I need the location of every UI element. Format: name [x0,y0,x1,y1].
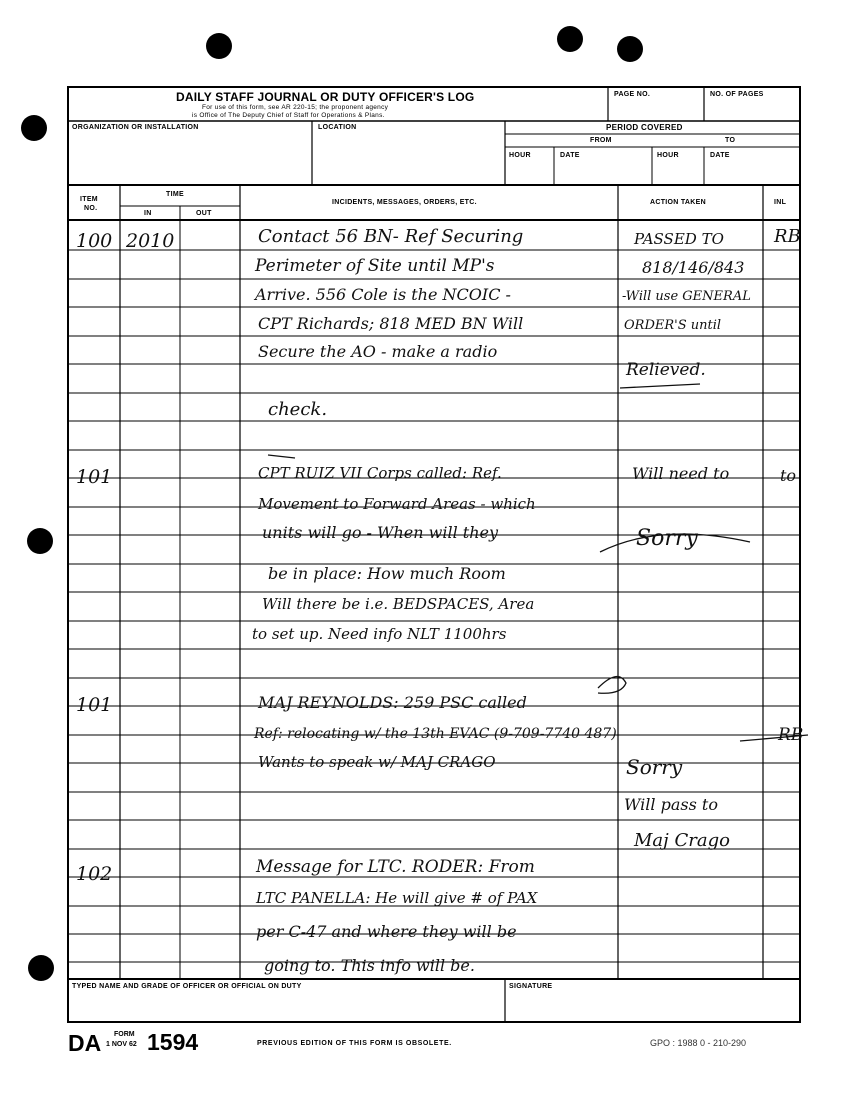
from-date-label: DATE [560,152,580,159]
form-number: 1594 [147,1029,199,1055]
entry-2-action-1: Will need to [632,464,730,483]
from-hour-label: HOUR [509,152,531,159]
entry-2-line-5: Will there be i.e. BEDSPACES, Area [262,595,535,613]
inl-label: INL [774,199,787,206]
entry-4-item: 102 [76,863,113,885]
incidents-label: INCIDENTS, MESSAGES, ORDERS, ETC. [332,199,477,206]
entry-3-line-3: Wants to speak w/ MAJ CRAGO [258,753,496,771]
typed-name-label: TYPED NAME AND GRADE OF OFFICER OR OFFICIAL ON DUTY [72,983,302,990]
entry-3-action-2: Will pass to [624,795,718,814]
entry-3-line-2: Ref: relocating w/ the 13th EVAC (9-709-7740 487) [254,726,617,742]
form-label-2: 1 NOV 62 [106,1041,137,1048]
action-taken-label: ACTION TAKEN [650,199,706,206]
entry-2-line-3: units will go - When will they [262,523,499,542]
form-subtitle-2: is Office of The Deputy Chief of Staff for Operations & Plans. [192,112,385,119]
entry-1-action-1: PASSED TO [634,230,724,248]
entry-1-line-6: check. [268,399,328,420]
form-da: DA [68,1030,102,1056]
entry-4-line-3: per C-47 and where they will be [256,922,517,941]
item-label: ITEM [80,196,98,203]
form-label-1: FORM [114,1031,135,1038]
no-of-pages-label: NO. OF PAGES [710,91,764,98]
to-date-label: DATE [710,152,730,159]
entry-4-line-1: Message for LTC. RODER: From [256,857,535,877]
entry-3-initials: RB [778,725,804,745]
entry-1-initials: RB [774,226,801,247]
out-label: OUT [196,210,212,217]
entry-1-time: 2010 [126,230,175,252]
to-hour-label: HOUR [657,152,679,159]
organization-label: ORGANIZATION OR INSTALLATION [72,124,199,131]
entry-1-action-5: Relieved. [626,360,706,380]
entry-2-line-1: CPT RUIZ VII Corps called: Ref. [258,464,502,482]
entry-1-line-5: Secure the AO - make a radio [258,342,498,361]
form-subtitle-1: For use of this form, see AR 220-15; the proponent agency [202,104,389,111]
in-label: IN [144,210,152,217]
entry-3-action-1: Sorry [626,755,683,779]
gpo-note: GPO : 1988 0 - 210-290 [650,1038,747,1048]
entry-1-line-1: Contact 56 BN- Ref Securing [258,226,524,247]
entry-1-action-4: ORDER'S until [624,318,722,333]
entry-3-item: 101 [76,694,113,716]
entry-2-action-2: Sorry [636,526,698,551]
entry-1-action-3: -Will use GENERAL [622,289,751,304]
entry-2-item: 101 [76,466,113,488]
entry-4-line-4: going to. This info will be. [264,956,475,975]
entry-2-line-2: Movement to Forward Areas - which [258,495,536,513]
entry-3-action-3: Maj Crago [634,830,730,851]
period-covered-label: PERIOD COVERED [606,123,683,132]
signature-label: SIGNATURE [509,983,553,990]
entry-1-line-2: Perimeter of Site until MP's [255,256,495,276]
entry-2-line-4: be in place: How much Room [268,564,506,583]
entry-1-action-2: 818/146/843 [642,258,745,277]
no-label: NO. [84,205,98,212]
form-title: DAILY STAFF JOURNAL OR DUTY OFFICER'S LOG [176,90,475,104]
entry-3-line-1: MAJ REYNOLDS: 259 PSC called [258,693,527,712]
to-label: TO [725,137,736,144]
previous-edition-note: PREVIOUS EDITION OF THIS FORM IS OBSOLETE. [257,1040,452,1047]
from-label: FROM [590,137,612,144]
time-label: TIME [166,191,184,198]
location-label: LOCATION [318,124,357,131]
entry-2-line-6: to set up. Need info NLT 1100hrs [252,625,507,643]
entry-4-line-2: LTC PANELLA: He will give # of PAX [256,889,538,907]
entry-1-line-4: CPT Richards; 818 MED BN Will [258,314,524,333]
page-no-label: PAGE NO. [614,91,651,98]
entry-1-line-3: Arrive. 556 Cole is the NCOIC - [255,285,511,304]
entry-2-initials: to [780,466,797,485]
entry-1-item: 100 [76,230,113,252]
